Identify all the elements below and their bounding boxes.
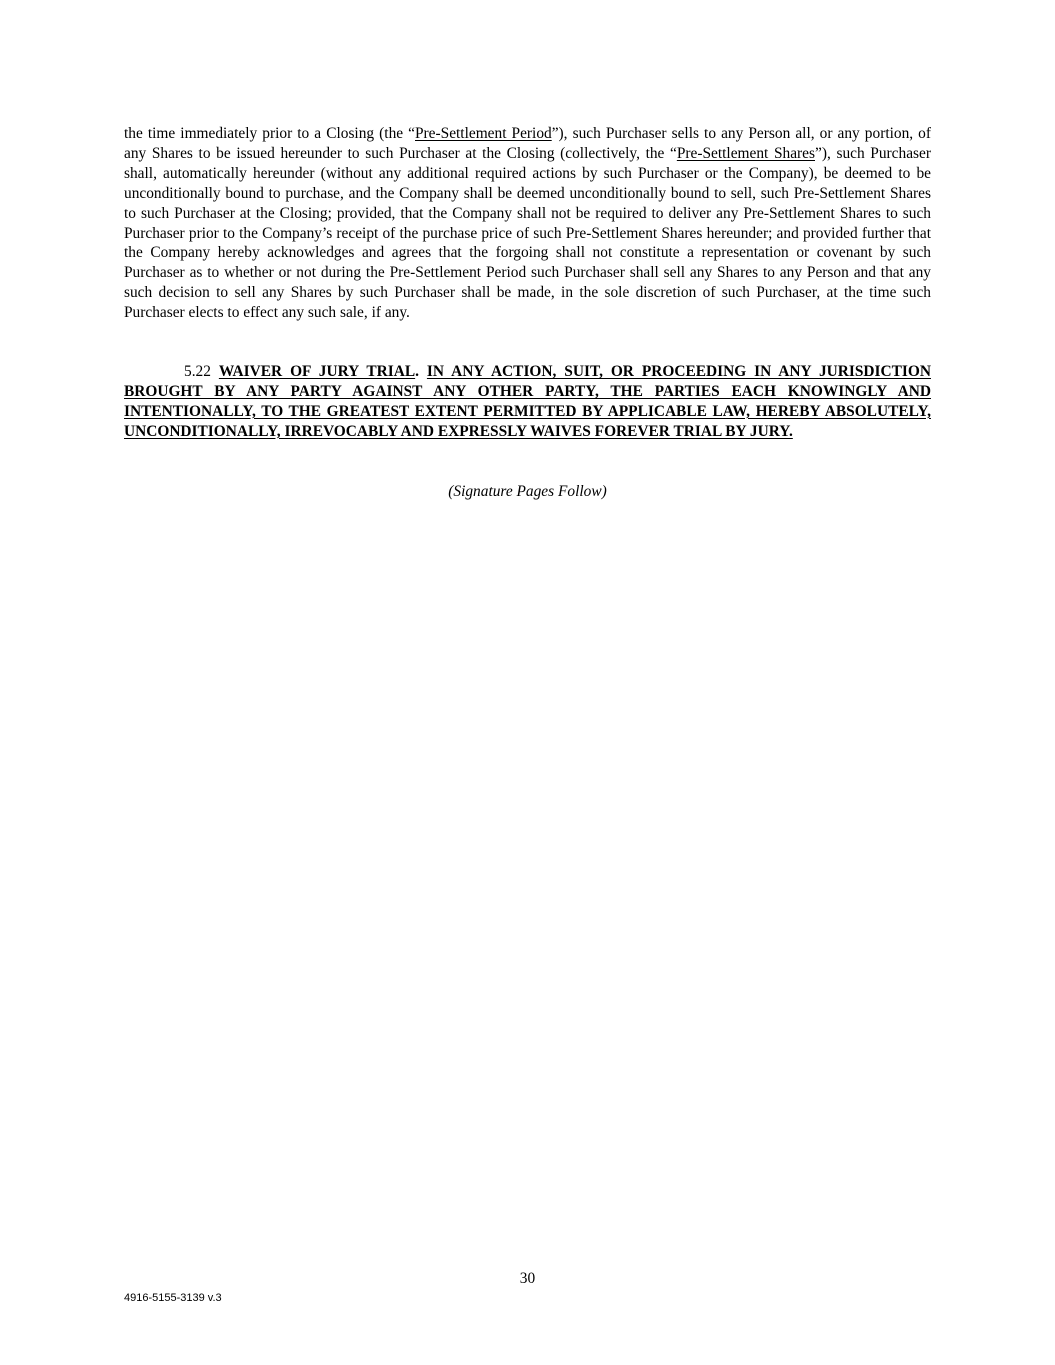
page-number: 30 (519, 1270, 536, 1287)
paragraph-text: the time immediately prior to a Closing (the “ (124, 125, 415, 142)
paragraph-text: ”), such Purchaser shall, automatically hereunder (without any additional required actions by such Purchaser or the Company), be deemed to be unconditionally bound to purchase, and the Company shall be deemed unconditionally bound to sell, such Pre-Settlement Shares to such Purchaser at the Closing; provided, that the Company shall not be required to deliver any Pre-Settlement Shares to such Purchaser prior to the Company’s receipt of the purchase price of such Pre-Settlement Shares hereunder; and provided further that the Company hereby acknowledges and agrees that the forgoing shall not constitute a representation or covenant by such Purchaser as to whether or not during the Pre-Settlement Period such Purchaser shall sell any Shares to any Person and that any such decision to sell any Shares by such Purchaser shall be made, in the sole discretion of such Purchaser, at the time such Purchaser elects to effect any such sale, if any. (124, 144, 931, 322)
section-heading-period: . (415, 363, 419, 380)
defined-term-pre-settlement-shares: Pre-Settlement Shares (676, 144, 815, 162)
section-number: 5.22 (184, 363, 211, 380)
paragraph-pre-settlement (124, 124, 931, 323)
section-heading: WAIVER OF JURY TRIAL (218, 363, 416, 380)
defined-term-pre-settlement-period: Pre-Settlement Period (415, 125, 552, 142)
signature-pages-follow: (Signature Pages Follow) (448, 483, 607, 500)
paragraph-text: ”), such Purchaser sells to any Person all, or any portion, of any Shares to be issued hereunder to such Purchaser at the Closing (collectively, the “ (124, 125, 931, 162)
jury-waiver-text: IN ANY ACTION, SUIT, OR PROCEEDING IN ANY JURISDICTION BROUGHT BY ANY PARTY AGAINST ANY OTHER PARTY, THE PARTIES EACH KNOWINGLY AND INTENTIONALLY, TO THE GREATEST EXTENT PERMITTED BY APPLICABLE LAW, HEREBY ABSOLUTELY, UNCONDITIONALLY, IRREVOCABLY AND EXPRESSLY WAIVES FOREVER TRIAL BY JURY. (124, 363, 931, 440)
section-5-22 (124, 362, 931, 442)
document-id: 4916-5155-3139 v.3 (124, 1292, 222, 1304)
